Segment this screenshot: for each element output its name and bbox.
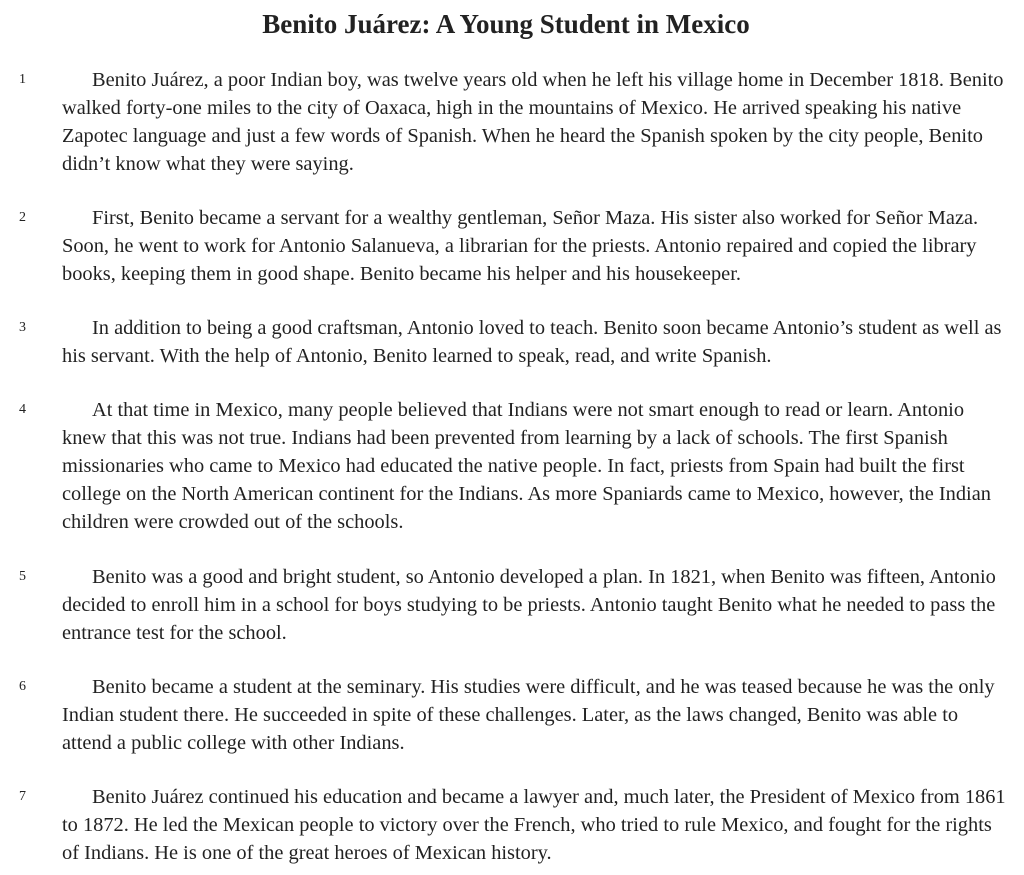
paragraph-text: Benito became a student at the seminary. His studies were difficult, and he was teased because he was the only Indian student there. He succeeded in spite of these challenges. Later, as the laws changed, Benito was able to attend a public college with other Indians. [62,676,995,754]
paragraph-text: First, Benito became a servant for a wealthy gentleman, Señor Maza. His sister also worked for Señor Maza. Soon, he went to work for Antonio Salanueva, a librarian for the priests. Antonio repaired and copied the library books, keeping them in good shape. Benito became his helper and his housekeeper. [62,207,979,285]
paragraph-text: Benito was a good and bright student, so Antonio developed a plan. In 1821, when Benito was fifteen, Antonio decided to enroll him in a school for boys studying to be priests. Antonio taught Benito what he needed to pass the entrance test for the school. [62,566,996,644]
paragraph-number: 4 [19,402,26,417]
paragraph-number: 6 [19,679,26,694]
paragraph-text: Benito Juárez, a poor Indian boy, was twelve years old when he left his village home in December 1818. Benito walked forty-one miles to the city of Oaxaca, high in the mountains of Mexico. He arrived speaking his native Zapotec language and just a few words of Spanish. When he heard the Spanish spoken by the city people, Benito didn’t know what they were saying. [62,69,1004,175]
paragraph-number: 1 [19,72,26,87]
page-title: Benito Juárez: A Young Student in Mexico [262,9,750,39]
paragraph-number: 3 [19,320,26,335]
paragraph-text: At that time in Mexico, many people believed that Indians were not smart enough to read or learn. Antonio knew that this was not true. Indians had been prevented from learning by a lack of schools. The first Spanish missionaries who came to Mexico had educated the native people. In fact, priests from Spain had built the first college on the North American continent for the Indians. As more Spaniards came to Mexico, however, the Indian children were crowded out of the schools. [62,399,991,533]
paragraph-number: 5 [19,569,26,584]
paragraph-number: 2 [19,210,26,225]
paragraph-text: In addition to being a good craftsman, Antonio loved to teach. Benito soon became Antonio’s student as well as his servant. With the help of Antonio, Benito learned to speak, read, and write Spanish. [62,317,1002,367]
paragraph-number: 7 [19,789,26,804]
paragraph-text: Benito Juárez continued his education and became a lawyer and, much later, the President of Mexico from 1861 to 1872. He led the Mexican people to victory over the French, who tried to rule Mexico, and fought for the rights of Indians. He is one of the great heroes of Mexican history. [62,786,1006,864]
